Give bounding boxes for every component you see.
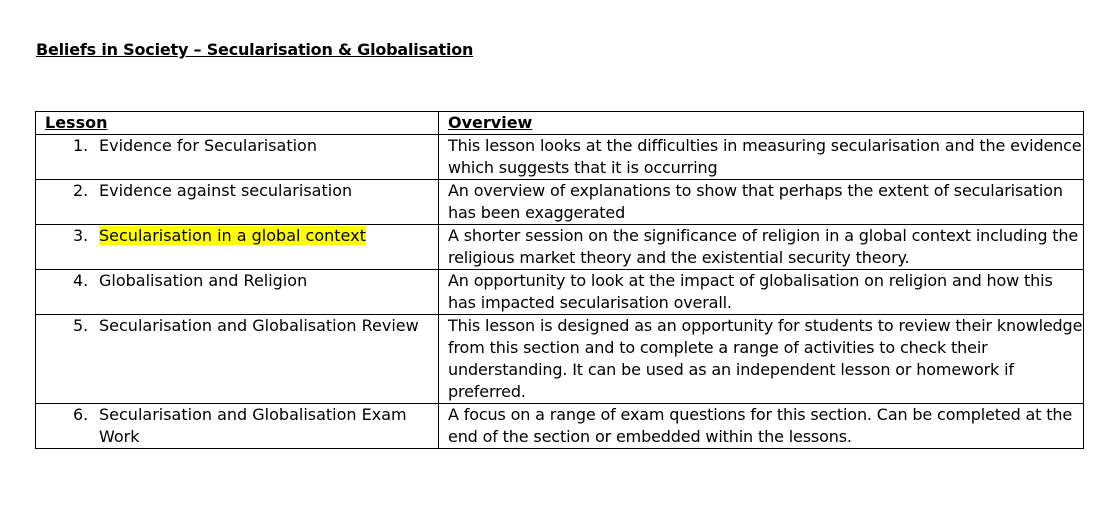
overview-text: An overview of explanations to show that perhaps the extent of secularisation has been exaggerated bbox=[439, 180, 1084, 225]
overview-text: An opportunity to look at the impact of globalisation on religion and how this has impacted secularisation overall. bbox=[439, 270, 1084, 315]
header-lesson: Lesson bbox=[45, 113, 108, 132]
header-cell-overview bbox=[439, 112, 1084, 135]
table-row bbox=[36, 270, 1084, 315]
table-row bbox=[36, 180, 1084, 225]
lesson-title: Globalisation and Religion bbox=[99, 271, 308, 290]
lesson-cell bbox=[36, 404, 439, 449]
lesson-cell bbox=[36, 270, 439, 315]
lesson-title: Secularisation and Globalisation Review bbox=[99, 316, 419, 335]
table-row bbox=[36, 225, 1084, 270]
lesson-number: 6. bbox=[73, 405, 89, 424]
table-header-row bbox=[36, 112, 1084, 135]
overview-text: A focus on a range of exam questions for this section. Can be completed at the end of the section or embedded within the lessons. bbox=[439, 404, 1084, 449]
lesson-cell bbox=[36, 180, 439, 225]
overview-text: This lesson looks at the difficulties in measuring secularisation and the evidence which suggests that it is occurring bbox=[439, 135, 1084, 180]
lesson-number: 5. bbox=[73, 316, 89, 335]
lesson-cell bbox=[36, 225, 439, 270]
lessons-table bbox=[35, 111, 1084, 449]
table-row bbox=[36, 135, 1084, 180]
document-title: Beliefs in Society – Secularisation & Globalisation bbox=[36, 40, 474, 59]
lesson-title-highlighted: Secularisation in a global context bbox=[99, 226, 366, 245]
lesson-cell bbox=[36, 315, 439, 404]
overview-text: A shorter session on the significance of religion in a global context including the religious market theory and the existential security theory. bbox=[439, 225, 1084, 270]
lesson-number: 2. bbox=[73, 181, 89, 200]
lesson-title: Evidence against secularisation bbox=[99, 181, 353, 200]
header-overview: Overview bbox=[448, 113, 533, 132]
lesson-number: 3. bbox=[73, 226, 89, 245]
lesson-number: 1. bbox=[73, 136, 89, 155]
lesson-cell bbox=[36, 135, 439, 180]
header-cell-lesson bbox=[36, 112, 439, 135]
lesson-title: Evidence for Secularisation bbox=[99, 136, 317, 155]
lesson-number: 4. bbox=[73, 271, 89, 290]
table-row bbox=[36, 315, 1084, 404]
overview-text: This lesson is designed as an opportunity for students to review their knowledge from this section and to complete a range of activities to check their understanding. It can be used as an independent lesson or homework if preferred. bbox=[439, 315, 1084, 404]
table-row bbox=[36, 404, 1084, 449]
lesson-title: Secularisation and Globalisation Exam Work bbox=[99, 405, 407, 446]
